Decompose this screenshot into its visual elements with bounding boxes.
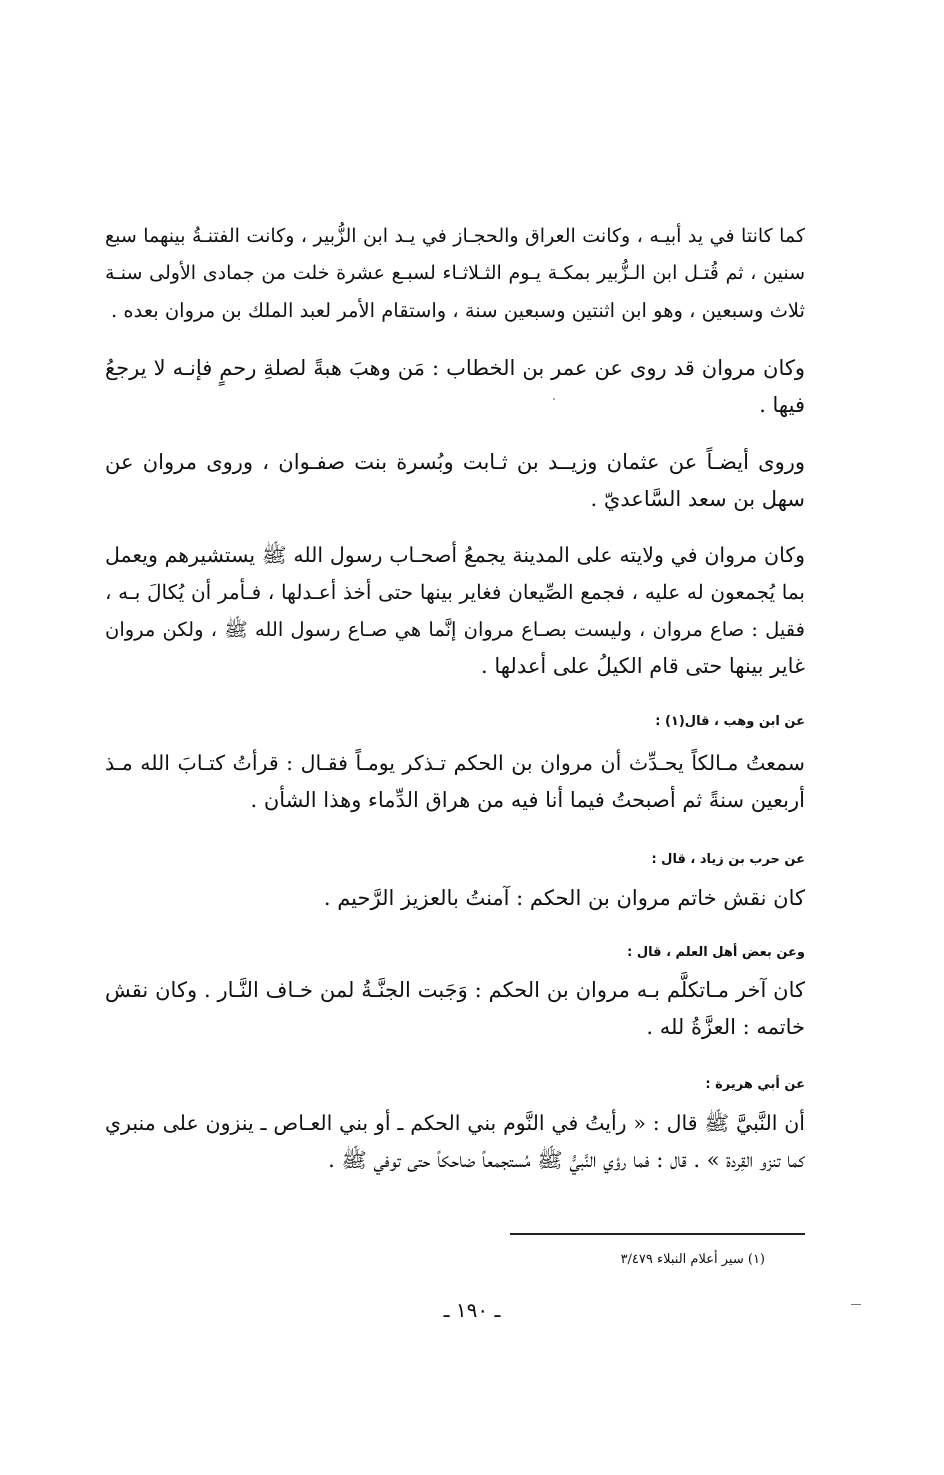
footnote: (١) سير أعلام النبلاء ٣/٤٧٩ bbox=[620, 1252, 765, 1267]
narration-heading-1: عن ابن وهب ، قال(١) : bbox=[655, 714, 805, 729]
text-line: كما كانتا في يد أبيـه ، وكانت العراق والحجـاز في يـد ابن الزُّبير ، وكانت الفتنـةُ بينهما سبع bbox=[105, 225, 805, 247]
footnote-divider bbox=[510, 1233, 805, 1235]
paragraph-6 bbox=[105, 880, 805, 917]
text-line: أربعين سنةً ثم أصبحتُ فيما أنا فيه من هراق الدِّماء وهذا الشأن . bbox=[250, 788, 805, 812]
paragraph-8 bbox=[105, 1105, 805, 1179]
page-number: ـ ١٩٠ ـ bbox=[443, 1298, 501, 1322]
narration-heading-3: وعن بعض أهل العلم ، قال : bbox=[627, 945, 805, 960]
text-line: كما تنزو القِردة » . قال : فما رؤي النَّبيُّ ﷺ مُستجمعاً ضاحكاً حتى توفي ﷺ . bbox=[328, 1148, 805, 1172]
text-line: سمعتُ مـالكاً يحـدِّث أن مروان بن الحكم تـذكر يومـاً فقـال : قرأتُ كتـابَ الله مـذ bbox=[105, 751, 805, 775]
text-line: أن النَّبيَّ ﷺ قال : « رأيتُ في النَّوم بني الحكم ـ أو بني العـاص ـ ينزون على منبري bbox=[105, 1111, 805, 1135]
text-line: ثلاث وسبعين ، وهو ابن اثنتين وسبعين سنة ، واستقام الأمر لعبد الملك بن مروان بعده . bbox=[110, 299, 805, 322]
text-line: كان آخر مـاتكلَّم بـه مروان بن الحكم : وَجَبت الجنَّـةُ لمن خـاف النَّـار . وكان نقش bbox=[105, 978, 805, 1002]
text-line: غاير بينها حتى قام الكيلُ على أعدلها . bbox=[481, 654, 805, 678]
text-line: بما يُجمعون له عليه ، فجمع الصِّيعان فغاير بينها حتى أخذ أعـدلها ، فـأمر أن يُكالَ بـه ، bbox=[105, 580, 805, 604]
scan-mark bbox=[851, 1304, 861, 1305]
narration-heading-2: عن حرب بن زياد ، قال : bbox=[651, 852, 805, 867]
narration-heading-4: عن أبي هريرة : bbox=[705, 1077, 805, 1092]
text-line: خاتمه : العزَّةُ لله . bbox=[646, 1015, 805, 1039]
scan-speck bbox=[553, 398, 555, 400]
paragraph-1 bbox=[105, 218, 805, 329]
text-line: وروى أيضـاً عن عثمان وزيــد بن ثـابت وبُسرة بنت صفـوان ، وروى مروان عن bbox=[105, 450, 805, 474]
text-line: وكان مروان في ولايته على المدينة يجمعُ أصحـاب رسول الله ﷺ يستشيرهم ويعمل bbox=[105, 543, 805, 567]
text-line: فيها . bbox=[759, 393, 805, 417]
paragraph-3 bbox=[105, 444, 805, 518]
paragraph-4 bbox=[105, 537, 805, 685]
paragraph-5 bbox=[105, 745, 805, 819]
text-line: وكان مروان قد روى عن عمر بن الخطاب : مَن وهبَ هبةً لصلةِ رحمٍ فإنـه لا يرجعُ bbox=[105, 356, 805, 380]
text-line: سهل بن سعد السَّاعديّ . bbox=[590, 487, 805, 511]
text-line: كان نقش خاتم مروان بن الحكم : آمنتُ بالعزيز الرَّحيم . bbox=[323, 886, 805, 910]
text-line: سنين ، ثم قُتـل ابن الـزُّبير بمكـة يـوم الثـلاثـاء لسبـع عشرة خلت من جمادى الأولى سنـة bbox=[105, 262, 805, 284]
paragraph-7 bbox=[105, 972, 805, 1046]
text-line: فقيل : صاع مروان ، وليست بصـاع مروان إنَّما هي صـاع رسول الله ﷺ ، ولكن مروان bbox=[105, 618, 805, 641]
paragraph-2 bbox=[105, 350, 805, 424]
